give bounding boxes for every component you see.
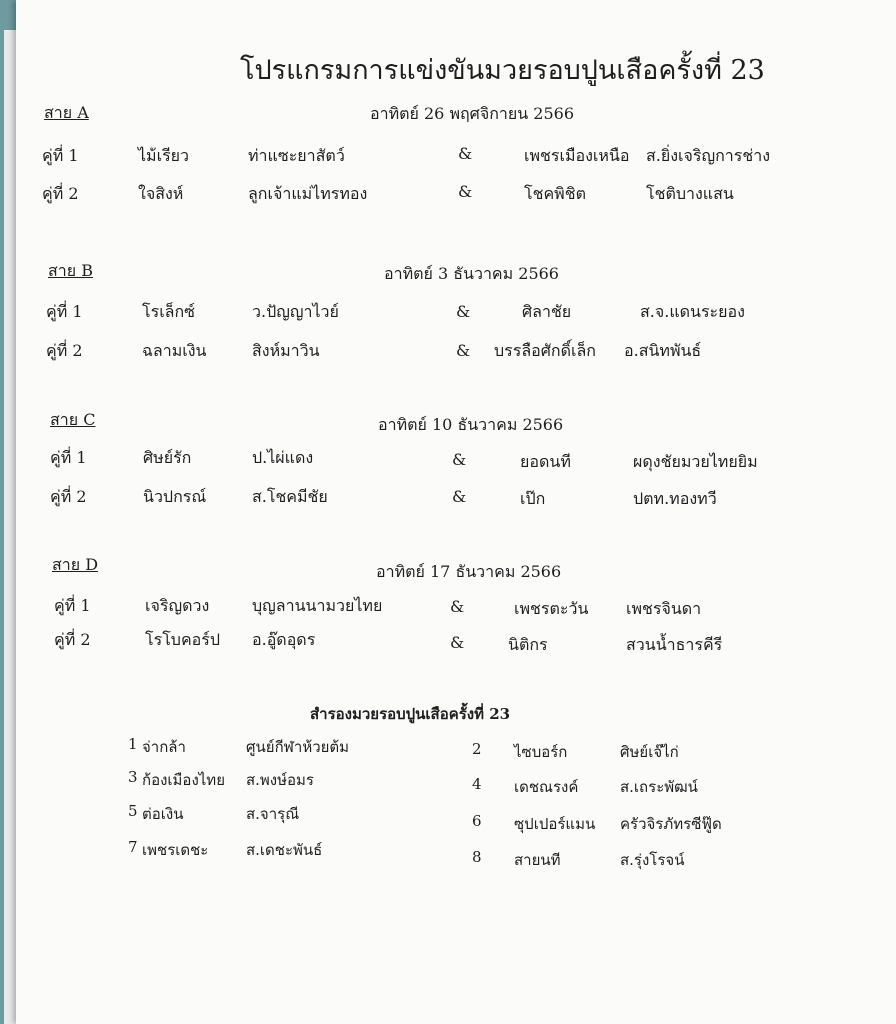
reserve-number: 2 — [472, 740, 482, 758]
fighter-name: ไม้เรียว — [138, 146, 190, 165]
versus-symbol: & — [452, 450, 467, 469]
reserve-number: 5 — [128, 802, 138, 820]
fighter-name: โรเล็กซ์ — [142, 302, 196, 321]
fighter-name: เพชรเมืองเหนือ — [524, 146, 630, 165]
fighter-camp: สิงห์มาวิน — [252, 341, 320, 360]
reserve-camp: ครัวจิรภัทรซีฟู๊ด — [620, 815, 722, 833]
reserve-name: ก้องเมืองไทย — [142, 771, 225, 789]
fighter-camp: เพชรจินดา — [626, 599, 702, 618]
reserves-title: สำรองมวยรอบปูนเสือครั้งที่ 23 — [310, 705, 511, 723]
fighter-camp: สวนน้ำธารคีรี — [626, 635, 723, 654]
fighter-name: โชคพิชิต — [524, 184, 586, 203]
reserve-number: 7 — [128, 838, 138, 856]
match-date: อาทิตย์ 26 พฤศจิกายน 2566 — [370, 104, 574, 123]
fighter-camp: ส.จ.แดนระยอง — [640, 302, 745, 321]
reserve-number: 1 — [128, 735, 138, 753]
versus-symbol: & — [458, 144, 473, 163]
reserve-name: ต่อเงิน — [142, 805, 184, 823]
document-title: โปรแกรมการแข่งขันมวยรอบปูนเสือครั้งที่ 23 — [240, 55, 765, 86]
fighter-camp: ป.ไผ่แดง — [252, 448, 314, 467]
fighter-name: ยอดนที — [520, 452, 571, 471]
reserve-camp: ส.รุ่งโรจน์ — [620, 851, 685, 869]
fighter-name: นิติกร — [508, 635, 548, 654]
match-date: อาทิตย์ 10 ธันวาคม 2566 — [378, 415, 564, 434]
fighter-camp: อ.อู๊ดอุดร — [252, 630, 316, 649]
pool-label: สาย A — [44, 103, 89, 122]
reserve-name: สายนที — [514, 851, 561, 869]
bout-label: คู่ที่ 2 — [42, 184, 79, 203]
reserve-name: เพชรเดชะ — [142, 841, 209, 859]
fighter-name: นิวปกรณ์ — [143, 487, 207, 506]
reserve-camp: ส.จารุณี — [246, 805, 300, 823]
reserve-camp: ศิษย์เจ๊ไก่ — [620, 743, 679, 761]
bout-label: คู่ที่ 1 — [54, 596, 91, 615]
fighter-camp: บุญลานนามวยไทย — [252, 596, 383, 615]
fighter-camp: โชติบางแสน — [646, 184, 734, 203]
fighter-camp: ส.ยิ่งเจริญการช่าง — [646, 146, 771, 165]
bout-label: คู่ที่ 2 — [54, 630, 91, 649]
bout-label: คู่ที่ 1 — [42, 146, 79, 165]
match-date: อาทิตย์ 3 ธันวาคม 2566 — [384, 264, 559, 283]
reserve-camp: ส.เดชะพันธ์ — [246, 841, 323, 859]
fighter-name: บรรลือศักดิ์เล็ก — [494, 341, 596, 360]
fighter-name: ศิษย์รัก — [143, 448, 192, 467]
fighter-camp: อ.สนิทพันธ์ — [624, 341, 702, 360]
bout-label: คู่ที่ 1 — [50, 448, 87, 467]
reserve-number: 6 — [472, 812, 482, 830]
versus-symbol: & — [450, 633, 465, 652]
reserve-camp: ศูนย์กีฬาห้วยต้ม — [246, 738, 350, 756]
bout-label: คู่ที่ 1 — [46, 302, 83, 321]
fighter-name: เจริญดวง — [145, 596, 210, 615]
fighter-name: เป๊ก — [520, 489, 546, 508]
versus-symbol: & — [452, 487, 467, 506]
fighter-camp: ท่าแซะยาสัตว์ — [248, 146, 345, 165]
reserve-number: 3 — [128, 768, 138, 786]
fighter-camp: ส.โชคมีชัย — [252, 487, 328, 506]
reserve-number: 8 — [472, 848, 482, 866]
fighter-camp: ผดุงชัยมวยไทยยิม — [633, 452, 758, 471]
fighter-camp: ปตท.ทองทวี — [633, 489, 717, 508]
versus-symbol: & — [450, 597, 465, 616]
reserve-number: 4 — [472, 775, 482, 793]
pool-label: สาย B — [48, 261, 93, 280]
reserve-name: ซุปเปอร์แมน — [514, 815, 596, 833]
fighter-name: ใจสิงห์ — [138, 184, 184, 203]
bout-label: คู่ที่ 2 — [46, 341, 83, 360]
reserve-camp: ส.เถระพัฒน์ — [620, 778, 698, 796]
fighter-camp: ลูกเจ้าแม่ไทรทอง — [248, 184, 368, 203]
fighter-name: ฉลามเงิน — [142, 341, 207, 360]
versus-symbol: & — [456, 302, 471, 321]
fighter-name: ศิลาชัย — [522, 302, 572, 321]
pool-label: สาย C — [50, 410, 96, 429]
versus-symbol: & — [458, 182, 473, 201]
pool-label: สาย D — [52, 555, 99, 574]
reserve-name: เดชณรงค์ — [514, 778, 579, 796]
fighter-name: โรโบคอร์ป — [145, 630, 220, 649]
reserve-camp: ส.พงษ์อมร — [246, 771, 314, 789]
reserve-name: จ่ากล้า — [142, 738, 186, 756]
fighter-name: เพชรตะวัน — [514, 599, 589, 618]
fighter-camp: ว.ปัญญาไวย์ — [252, 302, 339, 321]
reserve-name: ไซบอร์ก — [514, 743, 568, 761]
match-date: อาทิตย์ 17 ธันวาคม 2566 — [376, 562, 562, 581]
versus-symbol: & — [456, 341, 471, 360]
bout-label: คู่ที่ 2 — [50, 487, 87, 506]
